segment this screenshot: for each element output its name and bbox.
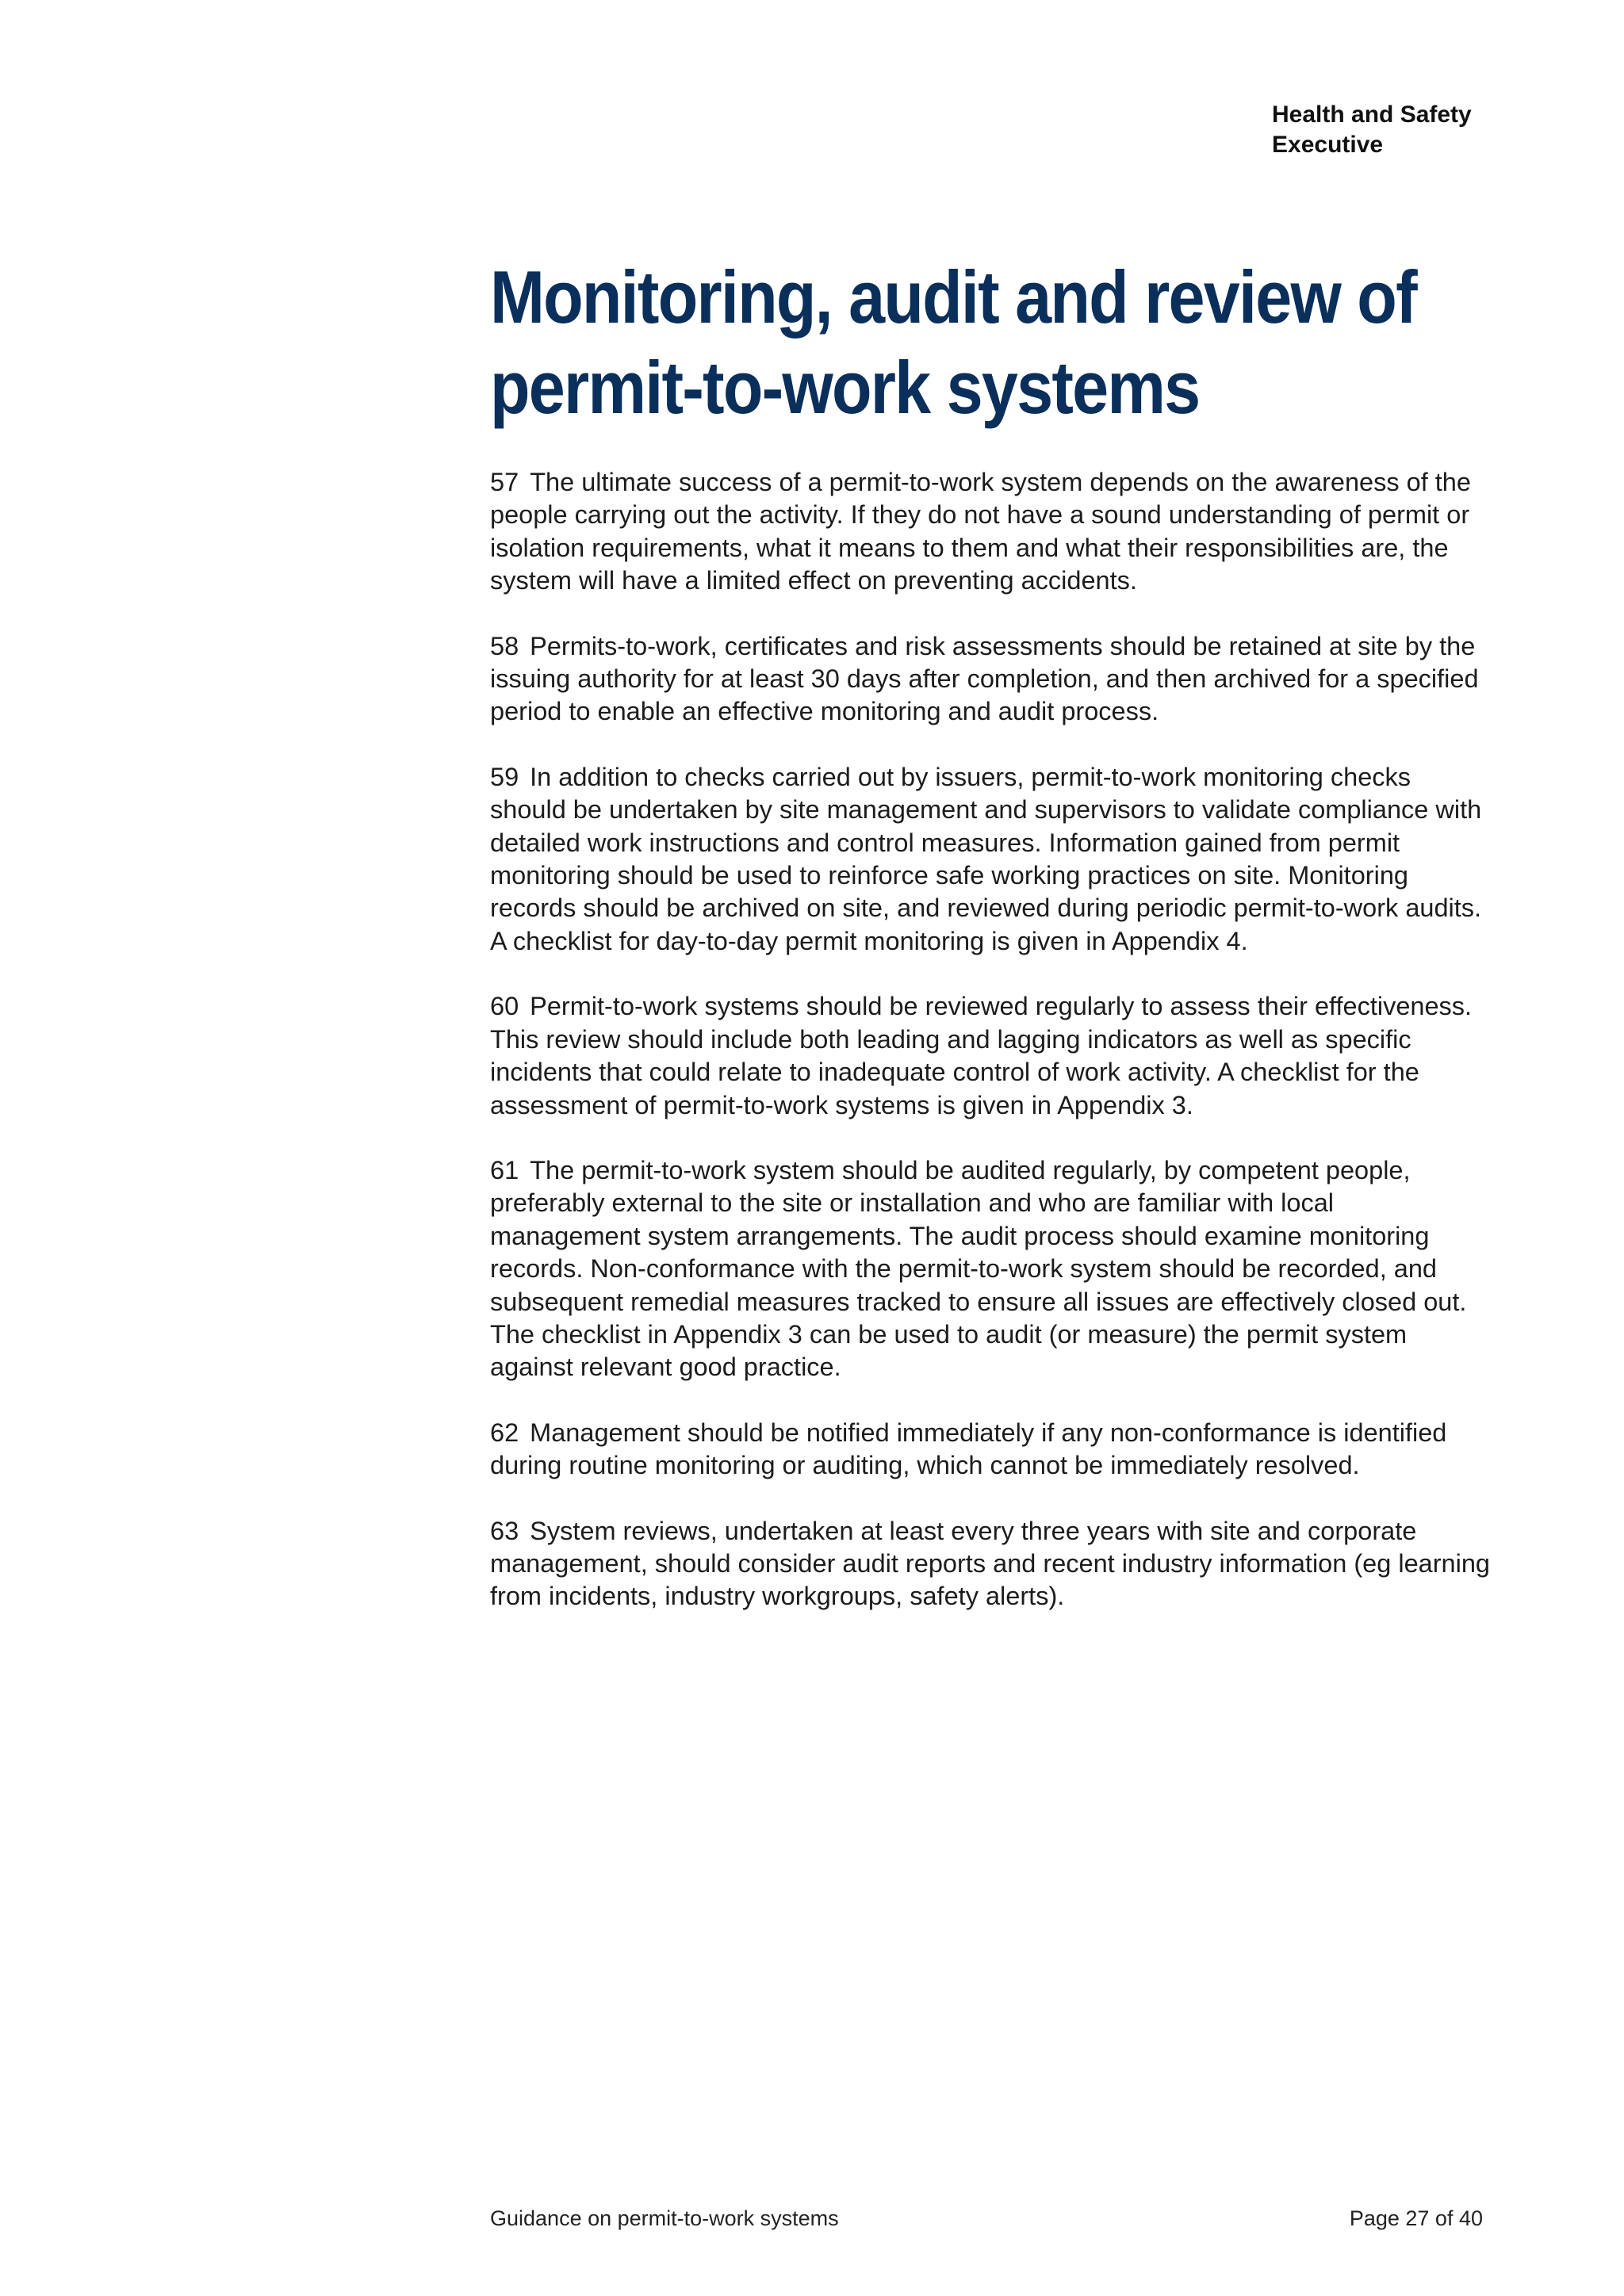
paragraph-text: The permit-to-work system should be audited regularly, by competent people, preferably external to the site or installation and who are familiar with local management system arrangements. The audit process should examine monitoring records. Non-conformance with the permit-to-work system should be recorded, and subsequent remedial measures tracked to ensure all issues are effectively closed out. The checklist in Appendix 3 can be used to audit (or measure) the permit system against relevant good practice. [490, 1155, 1467, 1382]
paragraph-text: Permits-to-work, certificates and risk assessments should be retained at site by the issuing authority for at least 30 days after completion, and then archived for a specified period to enable an effective monitoring and audit process. [490, 631, 1479, 726]
paragraph-number: 58 [490, 631, 519, 660]
paragraph-59 [490, 761, 1491, 958]
paragraph-list [490, 466, 1491, 1613]
page-title-line-2: permit-to-work systems [490, 346, 1200, 429]
paragraph-number: 62 [490, 1418, 519, 1447]
footer-document-name: Guidance on permit-to-work systems [490, 2206, 839, 2230]
paragraph-60 [490, 990, 1491, 1122]
paragraph-63 [490, 1515, 1491, 1613]
organisation-header [1272, 100, 1557, 160]
organisation-name-line-1: Health and Safety [1272, 101, 1472, 128]
paragraph-58 [490, 630, 1491, 729]
footer-page-number: Page 27 of 40 [1349, 2206, 1483, 2230]
paragraph-number: 57 [490, 468, 519, 496]
paragraph-number: 60 [490, 992, 519, 1021]
paragraph-61 [490, 1154, 1491, 1384]
page-title-line-1: Monitoring, audit and review of [490, 255, 1416, 339]
main-content [490, 252, 1491, 1646]
paragraph-number: 63 [490, 1516, 519, 1545]
organisation-name-line-2: Executive [1272, 132, 1384, 158]
paragraph-62 [490, 1417, 1491, 1483]
paragraph-57 [490, 466, 1491, 598]
paragraph-text: System reviews, undertaken at least every three years with site and corporate management, should consider audit reports and recent industry information (eg learning from incidents, industry workgroups, safety alerts). [490, 1516, 1490, 1611]
paragraph-text: The ultimate success of a permit-to-work system depends on the awareness of the people carrying out the activity. If they do not have a sound understanding of permit or isolation requirements, what it means to them and what their responsibilities are, the system will have a limited effect on preventing accidents. [490, 468, 1471, 595]
paragraph-text: Permit-to-work systems should be reviewed regularly to assess their effectiveness. This review should include both leading and lagging indicators as well as specific incidents that could relate to inadequate control of work activity. A checklist for the assessment of permit-to-work systems is given in Appendix 3. [490, 992, 1473, 1119]
paragraph-text: In addition to checks carried out by issuers, permit-to-work monitoring checks should be undertaken by site management and supervisors to validate compliance with detailed work instructions and control measures. Information gained from permit monitoring should be used to reinforce safe working practices on site. Monitoring records should be archived on site, and reviewed during periodic permit-to-work audits. A checklist for day-to-day permit monitoring is given in Appendix 4. [490, 762, 1482, 955]
paragraph-text: Management should be notified immediately if any non-conformance is identified during routine monitoring or auditing, which cannot be immediately resolved. [490, 1418, 1447, 1480]
paragraph-number: 59 [490, 762, 519, 791]
page-title [490, 252, 1481, 433]
paragraph-number: 61 [490, 1155, 519, 1184]
